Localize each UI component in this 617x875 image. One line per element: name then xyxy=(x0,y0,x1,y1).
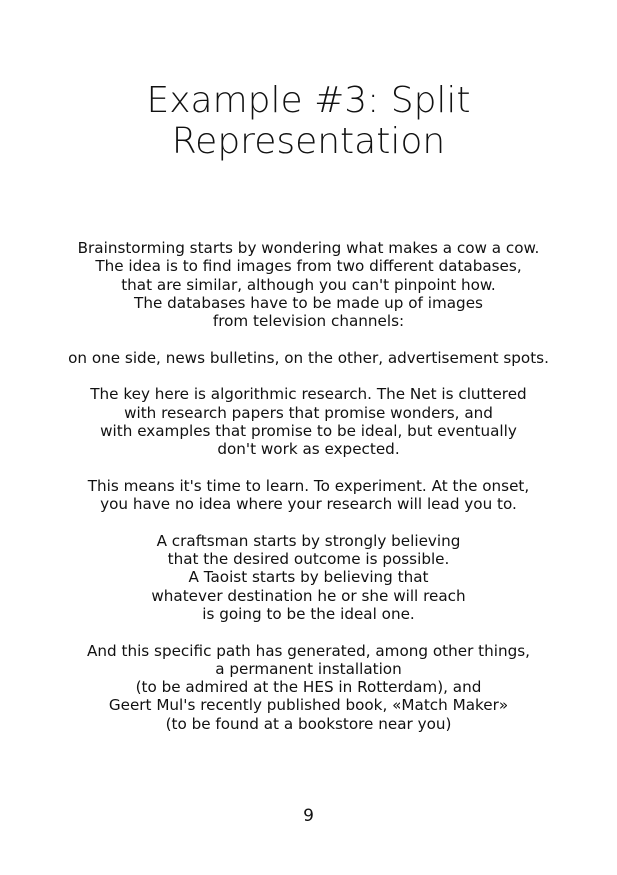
paragraph-line: (to be admired at the HES in Rotterdam), and xyxy=(135,678,482,697)
paragraph-line: that the desired outcome is possible. xyxy=(167,550,450,569)
paragraph xyxy=(0,642,617,733)
paragraph-line: The idea is to find images from two different databases, xyxy=(95,257,522,276)
paragraph-line: Brainstorming starts by wondering what makes a cow a cow. xyxy=(77,239,540,257)
paragraph-line: don't work as expected. xyxy=(217,440,400,459)
paragraph-line: The databases have to be made up of images xyxy=(134,293,483,312)
page-number: 9 xyxy=(303,806,314,826)
paragraph-line: A craftsman starts by strongly believing xyxy=(156,531,461,550)
title-line-2: Representation xyxy=(171,121,446,162)
paragraph-line: a permanent installation xyxy=(215,659,402,678)
paragraph-line: on one side, news bulletins, on the other, advertisement spots. xyxy=(68,348,549,367)
paragraph-line: from television channels: xyxy=(212,312,405,331)
paragraph-line: with examples that promise to be ideal, but eventually xyxy=(100,421,517,440)
page-title xyxy=(0,80,617,162)
paragraph xyxy=(0,349,617,367)
paragraph-line: that are similar, although you can't pinpoint how. xyxy=(121,275,496,294)
paragraph-line: (to be found at a bookstore near you) xyxy=(165,714,452,733)
paragraph-line: The key here is algorithmic research. The Net is cluttered xyxy=(90,385,527,404)
paragraph-line: with research papers that promise wonders, and xyxy=(124,403,493,422)
paragraph-line: whatever destination he or she will reach xyxy=(151,586,466,605)
title-line-1: Example #3: Split xyxy=(146,80,471,121)
paragraph-line: is going to be the ideal one. xyxy=(202,604,415,623)
paragraph-line: And this specific path has generated, among other things, xyxy=(87,641,530,660)
paragraph xyxy=(0,532,617,623)
paragraph-line: Geert Mul's recently published book, «Match Maker» xyxy=(108,696,509,715)
paragraph-line: you have no idea where your research will lead you to. xyxy=(100,495,517,514)
paragraph xyxy=(0,385,617,458)
body-text xyxy=(0,239,617,751)
paragraph xyxy=(0,477,617,514)
paragraph-line: A Taoist starts by believing that xyxy=(188,568,429,587)
paragraph xyxy=(0,239,617,330)
paragraph-line: This means it's time to learn. To experiment. At the onset, xyxy=(87,476,530,495)
